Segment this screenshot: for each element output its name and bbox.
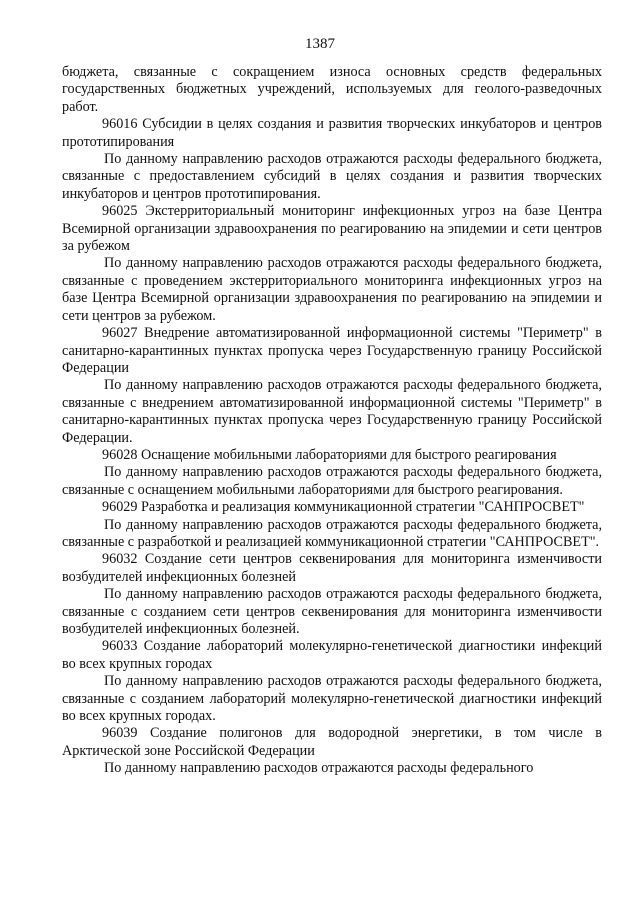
expense-code-heading: 96039 Создание полигонов для водородной энергетики, в том числе в Арктической зоне Российской Федерации <box>62 725 602 759</box>
document-body <box>62 64 602 778</box>
expense-code-heading: 96032 Создание сети центров секвенирования для мониторинга изменчивости возбудителей инфекционных болезней <box>62 551 602 585</box>
expense-code-heading: 96025 Экстерриториальный мониторинг инфекционных угроз на базе Центра Всемирной организации здравоохранения по реагированию на эпидемии и сети центров за рубежом <box>62 203 602 255</box>
expense-code-heading: 96033 Создание лабораторий молекулярно-генетической диагностики инфекций во всех крупных городах <box>62 638 602 672</box>
expense-code-heading: 96028 Оснащение мобильными лабораториями для быстрого реагирования <box>102 446 557 463</box>
expense-description: По данному направлению расходов отражаются расходы федерального бюджета, связанные с оснащением мобильными лабораториями для быстрого реагирования. <box>62 464 602 498</box>
expense-description: По данному направлению расходов отражаются расходы федерального бюджета, связанные с предоставлением субсидий в целях создания и развития творческих инкубаторов и центров прототипирования. <box>62 151 602 202</box>
expense-description: По данному направлению расходов отражаются расходы федерального <box>104 760 534 777</box>
expense-description: По данному направлению расходов отражаются расходы федерального бюджета, связанные с созданием лабораторий молекулярно-генетической диагностики инфекций во всех крупных городах. <box>62 673 602 725</box>
expense-description: По данному направлению расходов отражаются расходы федерального бюджета, связанные с проведением экстерриториального мониторинга инфекционных угроз на базе Центра Всемирной организации здравоохранения по реагированию на эпидемии и сети центров за рубежом. <box>62 255 602 324</box>
expense-code-heading: 96016 Субсидии в целях создания и развития творческих инкубаторов и центров прототипирования <box>62 116 602 150</box>
expense-description: По данному направлению расходов отражаются расходы федерального бюджета, связанные с разработкой и реализацией коммуникационной стратегии "САНПРОСВЕТ". <box>62 516 602 550</box>
page-number: 1387 <box>305 36 335 52</box>
paragraph-continuation: бюджета, связанные с сокращением износа основных средств федеральных государственных бюджетных учреждений, используемых для геолого-разведочных работ. <box>62 64 602 115</box>
expense-code-heading: 96029 Разработка и реализация коммуникационной стратегии "САНПРОСВЕТ" <box>102 499 585 516</box>
expense-description: По данному направлению расходов отражаются расходы федерального бюджета, связанные с внедрением автоматизированной информационной системы "Периметр" в санитарно-карантинных пунктах пропуска через Государственную границу Российской Федерации. <box>62 377 602 446</box>
expense-code-heading: 96027 Внедрение автоматизированной информационной системы "Периметр" в санитарно-карантинных пунктах пропуска через Государственную границу Российской Федерации <box>62 325 602 376</box>
expense-description: По данному направлению расходов отражаются расходы федерального бюджета, связанные с созданием сети центров секвенирования для мониторинга изменчивости возбудителей инфекционных болезней. <box>62 586 602 637</box>
